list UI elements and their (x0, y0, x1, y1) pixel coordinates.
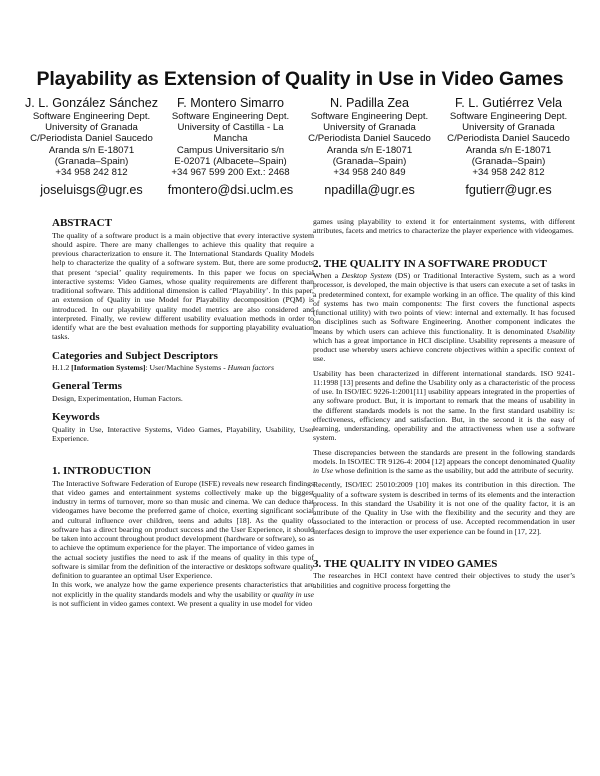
author-university: University of Granada (323, 122, 416, 134)
s2-p3-part-a: These discrepancies between the standards are present in the following standards models. In ISO/IEC TR 9126-4: 2004 [12] appears the concept denominated (313, 447, 575, 466)
paper-title: Playability as Extension of Quality in Use in Video Games (36, 68, 564, 90)
intro-p2-italic: quality in use (271, 589, 314, 599)
intro-paragraph-2-continued: games using playability to extend it for entertainment systems, with different attributes, facets and metrics to characterize the player experience with videogames. (313, 217, 575, 236)
author-dept: Software Engineering Dept. (449, 111, 568, 122)
author-name: N. Padilla Zea (329, 96, 410, 110)
keywords-heading: Keywords (52, 411, 100, 423)
section-2-heading: 2. THE QUALITY IN A SOFTWARE PRODUCT (313, 257, 547, 270)
intro-p2-part-a: In this work, we analyze how the game experience presents characteristics that are not explicitly in the quality standards models and why the usability or (52, 580, 314, 599)
author-3 (300, 96, 439, 197)
s2-p3-italic: Quality in Use (313, 456, 576, 475)
intro-p2-part-b: is not sufficient in video games context. We present a quality in use model for video (52, 598, 313, 608)
author-block (22, 96, 578, 197)
author-city: Aranda s/n E-18071 (465, 144, 552, 156)
s2-p1-part-a: When a (313, 271, 342, 280)
author-name: F. L. Gutiérrez Vela (454, 96, 563, 110)
author-2 (161, 96, 300, 197)
abstract-heading: ABSTRACT (52, 217, 112, 229)
author-region: E-02071 (Albacete–Spain) (174, 155, 287, 167)
author-street: C/Periodista Daniel Saucedo (447, 133, 570, 145)
author-email: npadilla@ugr.es (324, 183, 415, 198)
author-phone: +34 967 599 200 Ext.: 2468 (171, 167, 290, 179)
general-terms-body: Design, Experimentation, Human Factors. (52, 393, 183, 403)
author-dept: Software Engineering Dept. (32, 111, 151, 122)
s2-p1-part-b: (DS) or Traditional Interactive System, such as a word processor, is developed, the main objective is that users can execute a set of tasks in a predetermined context, for example working in an office. The quality of this kind of systems has two main components: The first covers the functional aspects (functional utility) with two points of view: internal and externally. It has focused on disciplines such as Software Engineering. Another component indicates the means by which users can achieve this functionality. It is denominated (313, 271, 576, 336)
section-2-paragraph-1 (313, 271, 575, 364)
author-university: University of Granada (45, 122, 138, 134)
author-phone: +34 958 242 812 (472, 167, 545, 179)
author-university: University of Castilla - La (177, 122, 284, 134)
categories-body (52, 363, 314, 372)
author-region: (Granada–Spain) (54, 155, 129, 167)
s2-p1-italic: Desktop System (341, 271, 392, 280)
author-phone: +34 958 242 812 (55, 167, 128, 179)
author-street: C/Periodista Daniel Saucedo (308, 133, 431, 145)
section-2-paragraph-3 (313, 448, 575, 476)
author-phone: +34 958 240 849 (333, 167, 406, 179)
s2-p3-part-b: whose definition is the same as the usability, but add the attribute of security. (333, 466, 574, 475)
section-3-paragraph-1: The researches in HCI context have centred their objectives to study the user’s abilities and cognitive process forgetting the (313, 571, 575, 590)
author-city: Campus Universitario s/n (176, 144, 285, 156)
author-city: Aranda s/n E-18071 (326, 144, 413, 156)
abstract-body: The quality of a software product is a main objective that every interactive system should aspire. There are many challenges to achieve this quality that require a previous characterization to ensure it. The International Standards Quality Models help to characterize the quality of a software system. But, there are some products that present ‘special’ quality requirements. In this paper we focus on special interactive systems: Video Games, whose quality requirements are different than traditional software. This additional dimension is called ‘Playability’. In this paper, an extension of Quality in use Model for Playability decomposition (PQM) is introduced. In our playability quality model metrics are also considered and interpreted. Finally, we review different usability evaluation methods in order to identify what are the best evaluation methods for supporting playability evaluation tasks. (52, 230, 314, 342)
s2-p1-italic-2: Usability (546, 326, 575, 336)
section-3-heading: 3. THE QUALITY IN VIDEO GAMES (313, 557, 498, 570)
right-column (313, 217, 575, 590)
author-region: (Granada–Spain) (332, 155, 407, 167)
categories-rest: : User/Machine Systems - (145, 363, 228, 372)
author-city: Aranda s/n E-18071 (48, 144, 135, 156)
author-email: fgutierr@ugr.es (465, 183, 552, 198)
author-email: fmontero@dsi.uclm.es (167, 183, 294, 198)
categories-bold: [Information Systems] (71, 363, 146, 372)
author-name: J. L. González Sánchez (24, 96, 158, 110)
author-university: University of Granada (462, 122, 555, 134)
author-name: F. Montero Simarro (176, 96, 285, 110)
author-1 (22, 96, 161, 197)
general-terms-heading: General Terms (52, 380, 122, 393)
section-2-paragraph-2: Usability has been characterized in different international standards. ISO 9241-11:1998 [13] presents and define the Usability only as a characteristic of the process of use. In ISO/IEC 9226-1:2001[11] usability appears integrated in the properties of any software product. But, it is important to remark that the means of usability in the different standards models is not the same. In the first standard usability is: effectiveness, efficiency and satisfaction. But, in the second it is the easy of learning, understanding, operability and the attractiveness when use a software system. (313, 368, 575, 443)
intro-paragraph-1: The Interactive Software Federation of Europe (ISFE) reveals new research findings that video games and entertainment systems collectively make up the biggest industry in terms of turnover, more so than music and cinema. We can deduce that videogames have become the preferred game of choice, exerting significant social and cultural influence over children, teens and adults [18]. As the quality of software has a direct bearing on product success and the User Experience, it should be taken into account throughout product development (hardware or software), so as to achieve the optimum experience for the player. The importance of video games in the actual society justifies the need to ask if the means of quality in this type of software is similar from the definition of the interactive or desktops software quality definition to guarantee an optimal User Experience. (52, 478, 314, 580)
intro-heading: 1. INTRODUCTION (52, 465, 152, 477)
author-region: (Granada–Spain) (471, 155, 546, 167)
section-2-paragraph-4: Recently, ISO/IEC 25010:2009 [10] makes its contribution in this direction. The quality of a software system is described in terms of its elements and the interaction process. In this standard the Usability it is not one of the quality factor, it is an attribute of the Quality in Use with the flexibility and the security and they are associated to the interaction or process of use. Accepted recommendation in user interfaces design to improve the user experience can be found in [17, 22]. (313, 480, 575, 536)
categories-heading: Categories and Subject Descriptors (52, 349, 218, 362)
author-email: joseluisgs@ugr.es (40, 183, 143, 198)
s2-p1-part-c: which has a great importance in HCI discipline. Usability represents a measure of product use whereby users achieve concrete objectives within a specific context of use. (313, 335, 575, 364)
author-4 (439, 96, 578, 197)
keywords-body: Quality in Use, Interactive Systems, Video Games, Playability, Usability, User Experience. (52, 424, 314, 443)
categories-italic: Human factors (227, 363, 274, 372)
author-street: C/Periodista Daniel Saucedo (30, 133, 153, 145)
intro-paragraph-2 (52, 580, 314, 608)
categories-code: H.1.2 (52, 363, 72, 372)
author-dept: Software Engineering Dept. (310, 111, 429, 122)
author-street: Mancha (213, 133, 248, 145)
author-dept: Software Engineering Dept. (171, 111, 290, 122)
left-column (52, 217, 314, 608)
